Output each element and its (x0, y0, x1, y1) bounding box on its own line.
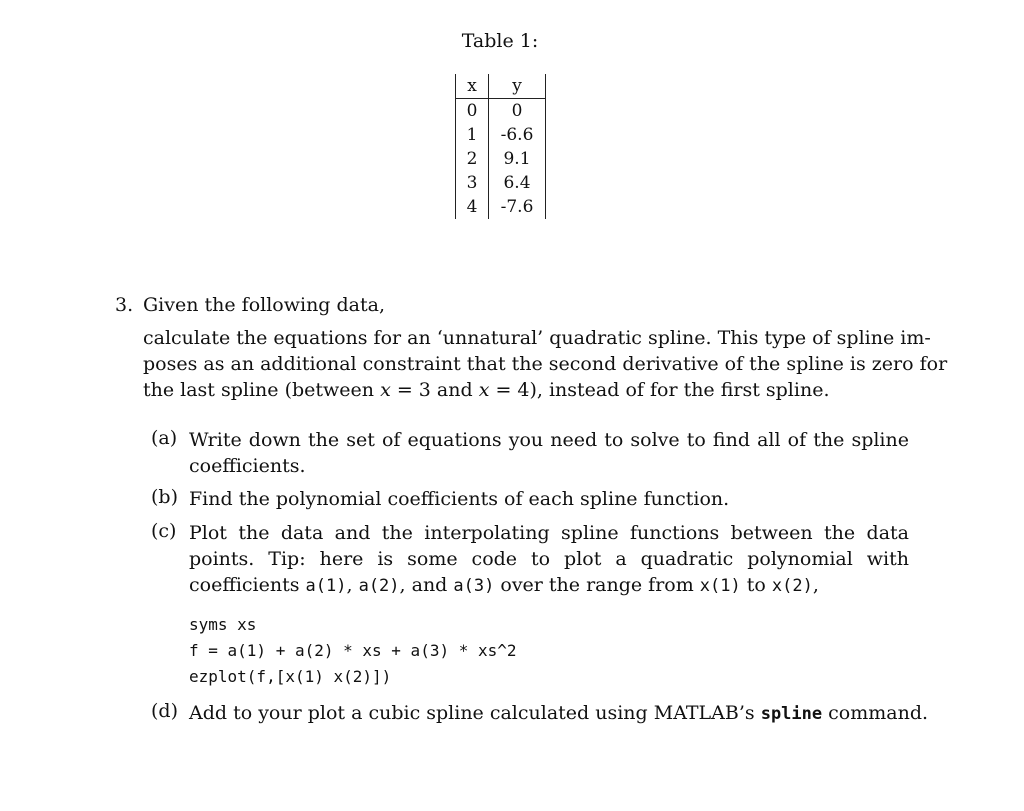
inline-code: x(2) (771, 576, 813, 596)
text-run: = 3 and (390, 379, 479, 401)
text-run: command. (822, 702, 929, 724)
data-table (455, 74, 546, 219)
inline-code: a(2) (358, 576, 400, 596)
question-body-line (143, 377, 908, 403)
inline-code: a(3) (453, 576, 495, 596)
part-d-text (189, 700, 928, 727)
question-body-line: calculate the equations for an ‘unnatural’ quadratic spline. This type of spline im- (143, 327, 931, 349)
code-line: syms xs (189, 615, 257, 634)
inline-code: a(1) (305, 576, 347, 596)
column-header-x: x (456, 74, 489, 99)
cell-x: 2 (456, 147, 489, 171)
part-c-text (189, 520, 909, 599)
cell-x: 4 (456, 195, 489, 219)
inline-code: spline (760, 704, 823, 724)
text-run: to (740, 574, 772, 596)
math-variable: x (478, 379, 490, 401)
question-number: 3. (115, 294, 134, 316)
cell-y: -7.6 (489, 195, 546, 219)
part-a-text: Write down the set of equations you need to solve to find all of the spline coefficients. (189, 429, 909, 477)
table-header-row (456, 74, 546, 99)
text-run: , (346, 574, 353, 596)
part-d-label: (d) (151, 700, 178, 722)
question-body-line: poses as an additional constraint that the second derivative of the spline is zero for (143, 353, 948, 375)
text-run: the last spline (between (143, 379, 381, 401)
table-caption: Table 1: (461, 30, 539, 52)
column-header-y: y (489, 74, 546, 99)
table-row (456, 195, 546, 219)
text-run: Add to your plot a cubic spline calculated using MATLAB’s (189, 702, 761, 724)
part-b-text: Find the polynomial coefficients of each spline function. (189, 488, 730, 510)
cell-y: 6.4 (489, 171, 546, 195)
text-run: = 4), instead of for the first spline. (489, 379, 830, 401)
code-line: f = a(1) + a(2) * xs + a(3) * xs^2 (189, 641, 517, 660)
inline-code: x(1) (699, 576, 741, 596)
code-line: ezplot(f,[x(1) x(2)]) (189, 667, 392, 686)
part-a-label: (a) (151, 427, 178, 449)
table-row (456, 171, 546, 195)
cell-x: 3 (456, 171, 489, 195)
text-run: , and (399, 574, 454, 596)
text-run: Plot the data and the interpolating spline functions between the data points. Tip: here is some code to plot a quadratic polynomial with coefficients (189, 522, 909, 596)
cell-y: 9.1 (489, 147, 546, 171)
table-row (456, 123, 546, 147)
cell-y: 0 (489, 99, 546, 124)
text-run: , (812, 574, 819, 596)
table-row (456, 147, 546, 171)
math-variable: x (380, 379, 391, 401)
question-lead: Given the following data, (143, 294, 385, 316)
part-c-label: (c) (151, 520, 177, 542)
cell-x: 0 (456, 99, 489, 124)
cell-y: -6.6 (489, 123, 546, 147)
question-body (143, 325, 948, 403)
code-block (189, 612, 517, 690)
text-run: over the range from (494, 574, 700, 596)
table-row (456, 99, 546, 124)
part-b-label: (b) (151, 486, 178, 508)
cell-x: 1 (456, 123, 489, 147)
